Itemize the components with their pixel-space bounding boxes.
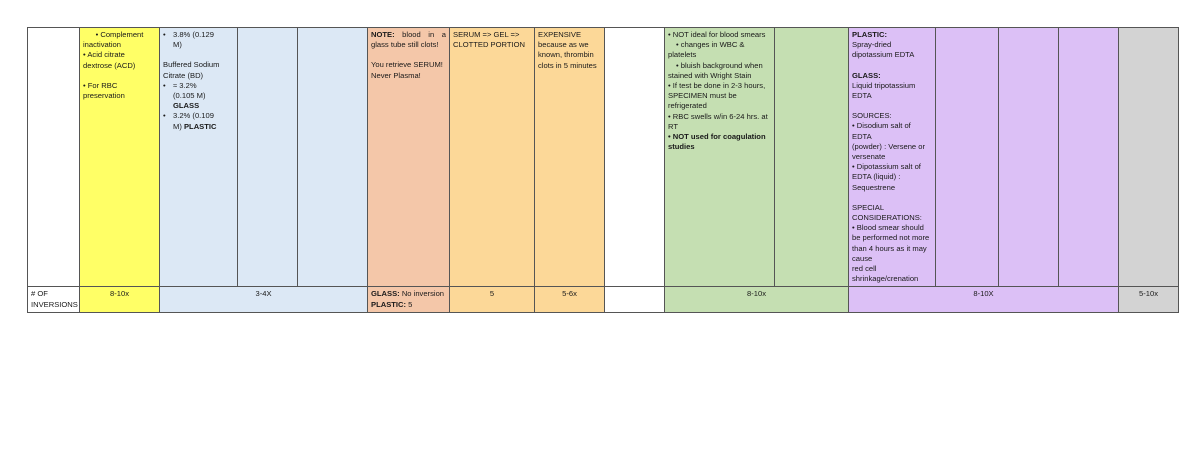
plastic-label: PLASTIC: bbox=[371, 299, 407, 309]
heparin-line: • NOT used for coagulation bbox=[668, 132, 766, 142]
glass-label: GLASS: bbox=[371, 289, 400, 299]
acd-line: inactivation bbox=[83, 40, 121, 50]
table-cell-blank bbox=[605, 287, 665, 313]
expensive-line: EXPENSIVE bbox=[538, 30, 582, 39]
heparin-line: • bluish background when bbox=[676, 60, 763, 70]
acd-line: • For RBC bbox=[83, 80, 118, 90]
edta-line: • Blood smear should bbox=[852, 223, 924, 233]
inversions-last: 5-10x bbox=[1119, 287, 1179, 313]
serum-cell bbox=[450, 28, 535, 287]
inversions-note bbox=[368, 287, 450, 313]
citrate-line: M) bbox=[173, 40, 182, 50]
bullet-icon: • bbox=[163, 111, 166, 121]
inversions-serum: 5 bbox=[450, 287, 535, 313]
citrate-line: PLASTIC bbox=[183, 121, 217, 131]
heparin-line: • RBC swells w/in 6-24 hrs. at bbox=[668, 111, 768, 121]
acd-cell bbox=[80, 28, 160, 287]
inversions-citrate: 3-4X bbox=[160, 287, 368, 313]
edta-line: • Disodium salt of EDTA bbox=[852, 121, 911, 141]
heparin-line: refrigerated bbox=[668, 101, 707, 111]
edta-line: Sequestrene bbox=[852, 182, 896, 192]
edta-line: EDTA (liquid) : bbox=[852, 172, 901, 182]
heparin-cell bbox=[665, 28, 775, 287]
serum-line: SERUM => GEL => bbox=[453, 30, 520, 39]
heparin-line: studies bbox=[668, 142, 695, 152]
table-cell-blank bbox=[775, 28, 849, 287]
note-label: NOTE: bbox=[371, 30, 395, 39]
heparin-line: RT bbox=[668, 121, 678, 131]
edta-cell bbox=[849, 28, 936, 287]
inversions-expensive: 5-6x bbox=[535, 287, 605, 313]
edta-line: SOURCES: bbox=[852, 111, 892, 121]
citrate-line: 3.2% (0.109 bbox=[173, 111, 214, 121]
note-line: blood in a glass tube still clots! bbox=[371, 30, 446, 50]
row-label-line: # OF bbox=[31, 289, 48, 299]
heparin-line: • NOT ideal for blood smears bbox=[668, 30, 766, 39]
edta-line: dipotassium EDTA bbox=[852, 50, 915, 60]
edta-line: PLASTIC: bbox=[852, 30, 888, 39]
edta-line: Liquid tripotassium bbox=[852, 80, 916, 90]
edta-line: GLASS: bbox=[852, 70, 881, 80]
heparin-line: stained with Wright Stain bbox=[668, 70, 752, 80]
heparin-line: • changes in WBC & bbox=[676, 40, 745, 50]
edta-line: cause bbox=[852, 253, 873, 263]
row-label bbox=[28, 287, 80, 313]
edta-line: shrinkage/crenation bbox=[852, 274, 919, 284]
edta-line: red cell bbox=[852, 264, 877, 274]
bullet-icon: • bbox=[163, 80, 166, 90]
note-cell bbox=[368, 28, 450, 287]
edta-line: versenate bbox=[852, 152, 886, 162]
edta-line: (powder) : Versene or bbox=[852, 141, 926, 151]
edta-line: CONSIDERATIONS: bbox=[852, 213, 922, 223]
citrate-line: 3.8% (0.129 bbox=[173, 30, 214, 39]
table-cell-blank bbox=[936, 28, 999, 287]
acd-line: • Complement bbox=[95, 30, 144, 39]
table-cell-blank bbox=[28, 28, 80, 287]
heparin-line: • If test be done in 2-3 hours, bbox=[668, 81, 766, 91]
acd-line: dextrose (ACD) bbox=[83, 60, 136, 70]
citrate-line: M) bbox=[173, 121, 182, 131]
expensive-cell bbox=[535, 28, 605, 287]
edta-line: EDTA bbox=[852, 91, 872, 101]
row-label-line: INVERSIONS bbox=[31, 299, 78, 309]
inversions-edta: 8-10X bbox=[849, 287, 1119, 313]
table-cell-blank bbox=[605, 28, 665, 287]
inversions-row bbox=[28, 287, 1179, 313]
acd-line: • Acid citrate bbox=[83, 50, 125, 60]
citrate-cell bbox=[160, 28, 238, 287]
edta-line: Spray-dried bbox=[852, 40, 892, 50]
bullet-icon: • bbox=[163, 30, 166, 39]
citrate-line: Citrate (BD) bbox=[163, 70, 204, 80]
citrate-line: GLASS bbox=[173, 101, 200, 111]
acd-line: preservation bbox=[83, 91, 125, 101]
table-cell-blank bbox=[238, 28, 298, 287]
heparin-line: platelets bbox=[668, 50, 697, 60]
plastic-text: 5 bbox=[406, 299, 413, 309]
tube-comparison-table bbox=[27, 27, 1179, 313]
citrate-line: Buffered Sodium bbox=[163, 60, 220, 70]
table-cell-blank bbox=[1119, 28, 1179, 287]
edta-line: be performed not more bbox=[852, 233, 930, 243]
expensive-line: clots in 5 minutes bbox=[538, 60, 597, 70]
edta-line: • Dipotassium salt of bbox=[852, 162, 921, 172]
inversions-acd: 8-10x bbox=[80, 287, 160, 313]
edta-line: SPECIAL bbox=[852, 202, 885, 212]
serum-line: CLOTTED PORTION bbox=[453, 40, 526, 50]
heparin-line: SPECIMEN must be bbox=[668, 91, 737, 101]
table-row bbox=[28, 28, 1179, 287]
expensive-line: because as we bbox=[538, 40, 589, 50]
table-cell-blank bbox=[1059, 28, 1119, 287]
table-cell-blank bbox=[298, 28, 368, 287]
expensive-line: known, thrombin bbox=[538, 50, 594, 60]
citrate-line: ≈ 3.2% bbox=[173, 80, 197, 90]
inversions-heparin: 8-10x bbox=[665, 287, 849, 313]
edta-line: than 4 hours as it may bbox=[852, 243, 927, 253]
note-line: You retrieve SERUM! Never Plasma! bbox=[371, 60, 443, 80]
table-cell-blank bbox=[999, 28, 1059, 287]
glass-text: No inversion bbox=[399, 289, 445, 299]
citrate-line: (0.105 M) bbox=[173, 91, 206, 101]
